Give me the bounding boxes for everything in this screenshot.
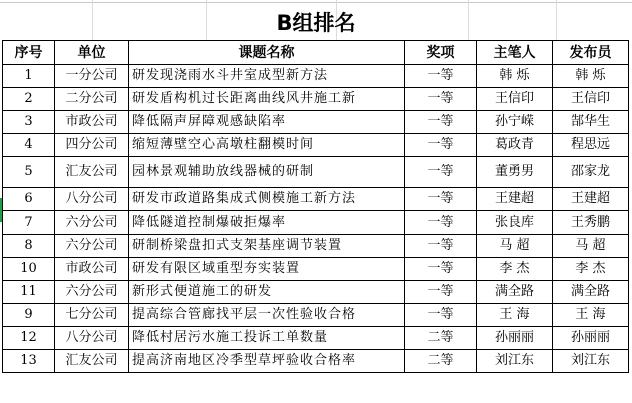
cell-unit[interactable]: 八分公司 — [55, 188, 129, 211]
cell-presenter[interactable]: 王信印 — [553, 88, 629, 111]
table-row — [3, 257, 629, 280]
cell-presenter[interactable]: 王 海 — [553, 303, 629, 326]
cell-no[interactable]: 1 — [3, 65, 55, 88]
cell-award[interactable]: 一等 — [405, 280, 477, 303]
table-row — [3, 111, 629, 134]
table-row — [3, 303, 629, 326]
table-row — [3, 211, 629, 234]
sheet-title[interactable]: B组排名 — [276, 11, 356, 35]
cell-presenter[interactable]: 程思远 — [553, 134, 629, 157]
table-row — [3, 65, 629, 88]
cell-author[interactable]: 董勇男 — [477, 157, 553, 188]
cell-presenter[interactable]: 韩 烁 — [553, 65, 629, 88]
cell-presenter[interactable]: 李 杰 — [553, 257, 629, 280]
cell-unit[interactable]: 二分公司 — [55, 88, 129, 111]
cell-award[interactable]: 一等 — [405, 188, 477, 211]
cell-author[interactable]: 李 杰 — [477, 257, 553, 280]
cell-topic[interactable]: 降低隔声屏障观感缺陷率 — [129, 111, 405, 134]
header-cell-author[interactable]: 主笔人 — [477, 41, 553, 65]
cell-author[interactable]: 满全路 — [477, 280, 553, 303]
cell-unit[interactable]: 一分公司 — [55, 65, 129, 88]
ranking-table — [2, 40, 629, 373]
cell-no[interactable]: 12 — [3, 326, 55, 349]
cell-unit[interactable]: 汇友公司 — [55, 350, 129, 373]
cell-presenter[interactable]: 刘江东 — [553, 350, 629, 373]
cell-no[interactable]: 13 — [3, 350, 55, 373]
cell-topic[interactable]: 降低隧道控制爆破拒爆率 — [129, 211, 405, 234]
cell-award[interactable]: 二等 — [405, 326, 477, 349]
cell-no[interactable]: 3 — [3, 111, 55, 134]
cell-award[interactable]: 一等 — [405, 134, 477, 157]
cell-topic[interactable]: 研发盾构机过长距离曲线风井施工新 — [129, 88, 405, 111]
cell-no[interactable]: 7 — [3, 211, 55, 234]
table-row — [3, 350, 629, 373]
cell-unit[interactable]: 汇友公司 — [55, 157, 129, 188]
cell-topic[interactable]: 提高济南地区冷季型草坪验收合格率 — [129, 350, 405, 373]
cell-topic[interactable]: 研发市政道路集成式侧模施工新方法 — [129, 188, 405, 211]
table-row — [3, 134, 629, 157]
header-cell-topic[interactable]: 课题名称 — [129, 41, 405, 65]
cell-no[interactable]: 8 — [3, 234, 55, 257]
table-row — [3, 326, 629, 349]
cell-award[interactable]: 一等 — [405, 157, 477, 188]
table-row — [3, 280, 629, 303]
table-row — [3, 188, 629, 211]
header-cell-no[interactable]: 序号 — [3, 41, 55, 65]
cell-author[interactable]: 刘江东 — [477, 350, 553, 373]
cell-no[interactable]: 10 — [3, 257, 55, 280]
cell-no[interactable]: 11 — [3, 280, 55, 303]
cell-topic[interactable]: 园林景观辅助放线器械的研制 — [129, 157, 405, 188]
cell-topic[interactable]: 缩短薄壁空心高墩柱翻模时间 — [129, 134, 405, 157]
cell-award[interactable]: 一等 — [405, 88, 477, 111]
cell-award[interactable]: 一等 — [405, 303, 477, 326]
cell-no[interactable]: 9 — [3, 303, 55, 326]
cell-award[interactable]: 一等 — [405, 234, 477, 257]
cell-no[interactable]: 2 — [3, 88, 55, 111]
table-row — [3, 157, 629, 188]
cell-presenter[interactable]: 王秀鹏 — [553, 211, 629, 234]
cell-no[interactable]: 6 — [3, 188, 55, 211]
cell-unit[interactable]: 六分公司 — [55, 211, 129, 234]
cell-topic[interactable]: 研制桥梁盘扣式支架基座调节装置 — [129, 234, 405, 257]
cell-unit[interactable]: 四分公司 — [55, 134, 129, 157]
cell-award[interactable]: 一等 — [405, 257, 477, 280]
cell-award[interactable]: 一等 — [405, 65, 477, 88]
selected-row-marker — [0, 198, 2, 222]
cell-topic[interactable]: 研发有限区域重型夯实装置 — [129, 257, 405, 280]
cell-unit[interactable]: 市政公司 — [55, 257, 129, 280]
cell-author[interactable]: 王 海 — [477, 303, 553, 326]
header-cell-award[interactable]: 奖项 — [405, 41, 477, 65]
table-row — [3, 88, 629, 111]
cell-author[interactable]: 王建超 — [477, 188, 553, 211]
cell-no[interactable]: 4 — [3, 134, 55, 157]
cell-author[interactable]: 韩 烁 — [477, 65, 553, 88]
cell-presenter[interactable]: 满全路 — [553, 280, 629, 303]
cell-presenter[interactable]: 马 超 — [553, 234, 629, 257]
cell-author[interactable]: 孙丽丽 — [477, 326, 553, 349]
cell-award[interactable]: 一等 — [405, 111, 477, 134]
cell-topic[interactable]: 提高综合管廊找平层一次性验收合格 — [129, 303, 405, 326]
cell-author[interactable]: 葛政青 — [477, 134, 553, 157]
header-row — [3, 41, 629, 65]
header-cell-unit[interactable]: 单位 — [55, 41, 129, 65]
cell-author[interactable]: 孙宁嵘 — [477, 111, 553, 134]
cell-award[interactable]: 二等 — [405, 350, 477, 373]
cell-unit[interactable]: 市政公司 — [55, 111, 129, 134]
cell-award[interactable]: 一等 — [405, 211, 477, 234]
cell-no[interactable]: 5 — [3, 157, 55, 188]
cell-presenter[interactable]: 王建超 — [553, 188, 629, 211]
cell-unit[interactable]: 六分公司 — [55, 234, 129, 257]
cell-presenter[interactable]: 邵家龙 — [553, 157, 629, 188]
cell-topic[interactable]: 新形式便道施工的研发 — [129, 280, 405, 303]
cell-presenter[interactable]: 孙丽丽 — [553, 326, 629, 349]
cell-topic[interactable]: 降低村居污水施工投诉工单数量 — [129, 326, 405, 349]
cell-author[interactable]: 王信印 — [477, 88, 553, 111]
cell-author[interactable]: 马 超 — [477, 234, 553, 257]
cell-unit[interactable]: 六分公司 — [55, 280, 129, 303]
cell-author[interactable]: 张良库 — [477, 211, 553, 234]
table-row — [3, 234, 629, 257]
cell-presenter[interactable]: 郜华生 — [553, 111, 629, 134]
cell-topic[interactable]: 研发现浇雨水斗井室成型新方法 — [129, 65, 405, 88]
header-cell-presenter[interactable]: 发布员 — [553, 41, 629, 65]
cell-unit[interactable]: 七分公司 — [55, 303, 129, 326]
cell-unit[interactable]: 八分公司 — [55, 326, 129, 349]
